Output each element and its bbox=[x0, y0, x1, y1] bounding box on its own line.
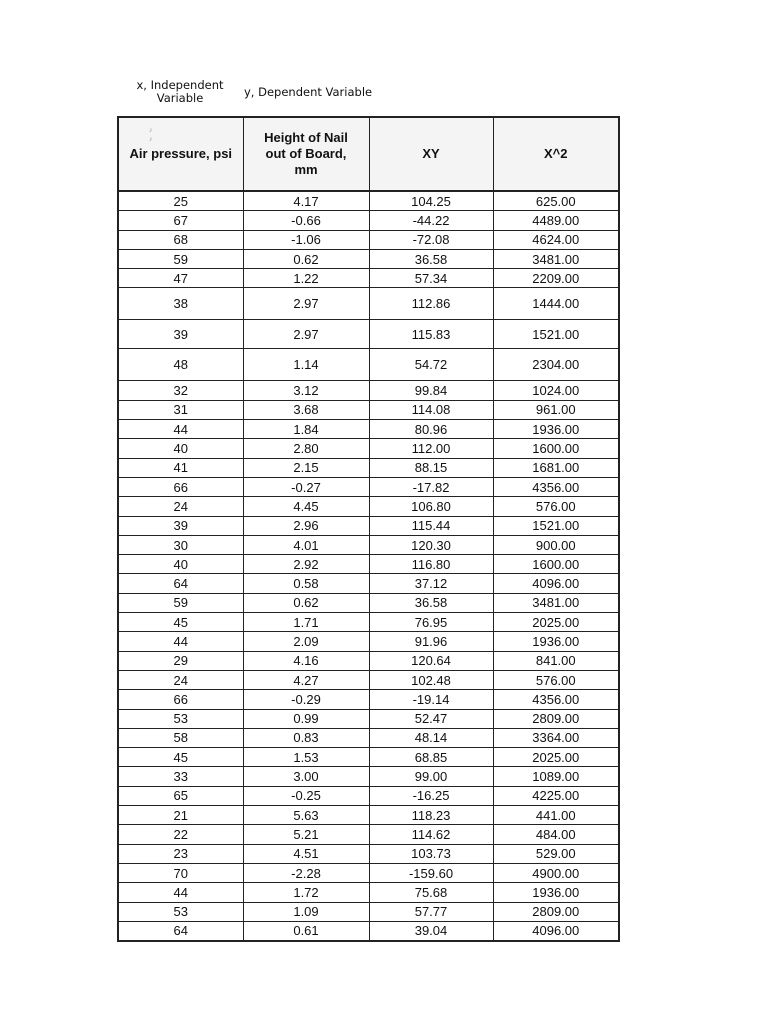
cell-height: 0.99 bbox=[243, 709, 369, 728]
cell-x-squared: 961.00 bbox=[493, 400, 619, 419]
cell-pressure: 38 bbox=[118, 288, 243, 320]
cell-xy: 118.23 bbox=[369, 806, 493, 825]
cell-xy: 120.30 bbox=[369, 535, 493, 554]
cell-x-squared: 3481.00 bbox=[493, 593, 619, 612]
cell-pressure: 24 bbox=[118, 670, 243, 689]
table-row bbox=[118, 320, 619, 349]
table-row bbox=[118, 555, 619, 574]
header-row bbox=[118, 117, 619, 191]
cell-x-squared: 2304.00 bbox=[493, 349, 619, 381]
cell-xy: 114.62 bbox=[369, 825, 493, 844]
cell-height: 1.22 bbox=[243, 269, 369, 288]
cell-pressure: 32 bbox=[118, 381, 243, 400]
cell-xy: 75.68 bbox=[369, 883, 493, 902]
cell-pressure: 21 bbox=[118, 806, 243, 825]
cell-height: 3.12 bbox=[243, 381, 369, 400]
cell-pressure: 67 bbox=[118, 211, 243, 230]
table-row bbox=[118, 593, 619, 612]
cell-pressure: 48 bbox=[118, 349, 243, 381]
cell-x-squared: 841.00 bbox=[493, 651, 619, 670]
cell-height: 1.84 bbox=[243, 420, 369, 439]
table-row bbox=[118, 632, 619, 651]
cell-height: 3.00 bbox=[243, 767, 369, 786]
cell-height: 1.71 bbox=[243, 613, 369, 632]
cell-height: 4.17 bbox=[243, 191, 369, 211]
cell-pressure: 33 bbox=[118, 767, 243, 786]
cell-pressure: 39 bbox=[118, 320, 243, 349]
table-body bbox=[118, 191, 619, 941]
cell-x-squared: 1024.00 bbox=[493, 381, 619, 400]
cell-xy: 37.12 bbox=[369, 574, 493, 593]
table-row bbox=[118, 420, 619, 439]
cell-x-squared: 3364.00 bbox=[493, 728, 619, 747]
cell-xy: 88.15 bbox=[369, 458, 493, 477]
cell-pressure: 25 bbox=[118, 191, 243, 211]
cell-pressure: 41 bbox=[118, 458, 243, 477]
cell-pressure: 64 bbox=[118, 574, 243, 593]
cell-xy: 76.95 bbox=[369, 613, 493, 632]
cell-xy: 91.96 bbox=[369, 632, 493, 651]
cell-pressure: 68 bbox=[118, 230, 243, 249]
cell-height: -0.66 bbox=[243, 211, 369, 230]
cell-xy: 48.14 bbox=[369, 728, 493, 747]
cell-height: 2.80 bbox=[243, 439, 369, 458]
cell-x-squared: 2209.00 bbox=[493, 269, 619, 288]
cell-xy: 103.73 bbox=[369, 844, 493, 863]
header-air-pressure: ♪ ♪ Air pressure, psi bbox=[118, 117, 243, 191]
cell-xy: 36.58 bbox=[369, 249, 493, 268]
cell-pressure: 40 bbox=[118, 439, 243, 458]
cell-xy: 102.48 bbox=[369, 670, 493, 689]
table-row bbox=[118, 844, 619, 863]
cell-x-squared: 1936.00 bbox=[493, 632, 619, 651]
cell-height: 1.09 bbox=[243, 902, 369, 921]
cell-x-squared: 1089.00 bbox=[493, 767, 619, 786]
cell-pressure: 40 bbox=[118, 555, 243, 574]
table-row bbox=[118, 477, 619, 496]
cell-x-squared: 576.00 bbox=[493, 670, 619, 689]
cell-pressure: 44 bbox=[118, 420, 243, 439]
cell-pressure: 53 bbox=[118, 709, 243, 728]
cell-pressure: 44 bbox=[118, 883, 243, 902]
cell-pressure: 30 bbox=[118, 535, 243, 554]
table-row bbox=[118, 728, 619, 747]
header-x-squared: X^2 bbox=[493, 117, 619, 191]
cell-xy: 57.34 bbox=[369, 269, 493, 288]
cell-height: 4.01 bbox=[243, 535, 369, 554]
cell-xy: -17.82 bbox=[369, 477, 493, 496]
cell-xy: 54.72 bbox=[369, 349, 493, 381]
cell-xy: 36.58 bbox=[369, 593, 493, 612]
cell-pressure: 39 bbox=[118, 516, 243, 535]
cell-x-squared: 1681.00 bbox=[493, 458, 619, 477]
cell-x-squared: 1444.00 bbox=[493, 288, 619, 320]
cell-x-squared: 1936.00 bbox=[493, 883, 619, 902]
cell-height: -2.28 bbox=[243, 863, 369, 882]
cell-pressure: 24 bbox=[118, 497, 243, 516]
cell-pressure: 47 bbox=[118, 269, 243, 288]
table-row bbox=[118, 439, 619, 458]
table-row bbox=[118, 516, 619, 535]
table-row bbox=[118, 921, 619, 941]
table-row bbox=[118, 191, 619, 211]
cell-xy: -72.08 bbox=[369, 230, 493, 249]
cell-pressure: 45 bbox=[118, 748, 243, 767]
cell-xy: 120.64 bbox=[369, 651, 493, 670]
table-row bbox=[118, 535, 619, 554]
cell-xy: 112.86 bbox=[369, 288, 493, 320]
tiny-mark-icon: ♪ ♪ bbox=[149, 127, 153, 143]
cell-x-squared: 2809.00 bbox=[493, 902, 619, 921]
cell-height: -0.25 bbox=[243, 786, 369, 805]
table-row bbox=[118, 825, 619, 844]
cell-pressure: 66 bbox=[118, 690, 243, 709]
cell-x-squared: 4489.00 bbox=[493, 211, 619, 230]
cell-xy: 114.08 bbox=[369, 400, 493, 419]
cell-x-squared: 4356.00 bbox=[493, 477, 619, 496]
table-row bbox=[118, 806, 619, 825]
table-row bbox=[118, 249, 619, 268]
cell-height: 2.96 bbox=[243, 516, 369, 535]
cell-height: -0.27 bbox=[243, 477, 369, 496]
data-table bbox=[117, 116, 620, 942]
cell-xy: 115.83 bbox=[369, 320, 493, 349]
cell-pressure: 58 bbox=[118, 728, 243, 747]
cell-pressure: 65 bbox=[118, 786, 243, 805]
cell-height: 0.61 bbox=[243, 921, 369, 941]
cell-xy: -16.25 bbox=[369, 786, 493, 805]
cell-pressure: 29 bbox=[118, 651, 243, 670]
cell-x-squared: 2025.00 bbox=[493, 613, 619, 632]
table-row bbox=[118, 883, 619, 902]
cell-height: 0.58 bbox=[243, 574, 369, 593]
cell-xy: 112.00 bbox=[369, 439, 493, 458]
cell-xy: -19.14 bbox=[369, 690, 493, 709]
cell-xy: -159.60 bbox=[369, 863, 493, 882]
cell-x-squared: 4096.00 bbox=[493, 574, 619, 593]
cell-height: 0.62 bbox=[243, 593, 369, 612]
table-row bbox=[118, 349, 619, 381]
table-row bbox=[118, 748, 619, 767]
cell-height: 5.63 bbox=[243, 806, 369, 825]
table-row bbox=[118, 767, 619, 786]
cell-x-squared: 529.00 bbox=[493, 844, 619, 863]
cell-x-squared: 4356.00 bbox=[493, 690, 619, 709]
cell-pressure: 23 bbox=[118, 844, 243, 863]
table-row bbox=[118, 211, 619, 230]
cell-xy: 115.44 bbox=[369, 516, 493, 535]
cell-pressure: 44 bbox=[118, 632, 243, 651]
cell-x-squared: 2025.00 bbox=[493, 748, 619, 767]
cell-x-squared: 1600.00 bbox=[493, 555, 619, 574]
cell-xy: 57.77 bbox=[369, 902, 493, 921]
table-row bbox=[118, 863, 619, 882]
cell-height: 5.21 bbox=[243, 825, 369, 844]
table-row bbox=[118, 690, 619, 709]
cell-x-squared: 1521.00 bbox=[493, 516, 619, 535]
cell-xy: 39.04 bbox=[369, 921, 493, 941]
cell-xy: 68.85 bbox=[369, 748, 493, 767]
cell-height: 0.83 bbox=[243, 728, 369, 747]
cell-height: 0.62 bbox=[243, 249, 369, 268]
cell-height: 2.09 bbox=[243, 632, 369, 651]
cell-x-squared: 3481.00 bbox=[493, 249, 619, 268]
cell-height: 4.51 bbox=[243, 844, 369, 863]
cell-height: 2.15 bbox=[243, 458, 369, 477]
header-xy: XY bbox=[369, 117, 493, 191]
cell-height: 3.68 bbox=[243, 400, 369, 419]
cell-height: 1.53 bbox=[243, 748, 369, 767]
cell-x-squared: 1521.00 bbox=[493, 320, 619, 349]
cell-xy: 80.96 bbox=[369, 420, 493, 439]
cell-xy: -44.22 bbox=[369, 211, 493, 230]
cell-pressure: 45 bbox=[118, 613, 243, 632]
table-row bbox=[118, 497, 619, 516]
cell-x-squared: 1936.00 bbox=[493, 420, 619, 439]
cell-x-squared: 900.00 bbox=[493, 535, 619, 554]
cell-pressure: 31 bbox=[118, 400, 243, 419]
cell-pressure: 59 bbox=[118, 593, 243, 612]
cell-x-squared: 4624.00 bbox=[493, 230, 619, 249]
cell-x-squared: 4900.00 bbox=[493, 863, 619, 882]
cell-pressure: 64 bbox=[118, 921, 243, 941]
table-row bbox=[118, 786, 619, 805]
cell-x-squared: 1600.00 bbox=[493, 439, 619, 458]
cell-height: 2.97 bbox=[243, 288, 369, 320]
table-row bbox=[118, 400, 619, 419]
cell-x-squared: 4225.00 bbox=[493, 786, 619, 805]
table-row bbox=[118, 381, 619, 400]
table-row bbox=[118, 458, 619, 477]
cell-xy: 116.80 bbox=[369, 555, 493, 574]
cell-height: -1.06 bbox=[243, 230, 369, 249]
table-row bbox=[118, 651, 619, 670]
cell-x-squared: 576.00 bbox=[493, 497, 619, 516]
table-row bbox=[118, 288, 619, 320]
cell-xy: 106.80 bbox=[369, 497, 493, 516]
cell-height: 4.45 bbox=[243, 497, 369, 516]
cell-x-squared: 625.00 bbox=[493, 191, 619, 211]
cell-xy: 99.84 bbox=[369, 381, 493, 400]
cell-height: 4.16 bbox=[243, 651, 369, 670]
cell-height: 1.14 bbox=[243, 349, 369, 381]
table-row bbox=[118, 269, 619, 288]
cell-x-squared: 4096.00 bbox=[493, 921, 619, 941]
cell-height: 1.72 bbox=[243, 883, 369, 902]
table-row bbox=[118, 574, 619, 593]
cell-pressure: 66 bbox=[118, 477, 243, 496]
cell-xy: 104.25 bbox=[369, 191, 493, 211]
table-row bbox=[118, 670, 619, 689]
y-variable-label: y, Dependent Variable bbox=[244, 85, 373, 99]
cell-pressure: 70 bbox=[118, 863, 243, 882]
cell-xy: 52.47 bbox=[369, 709, 493, 728]
cell-pressure: 22 bbox=[118, 825, 243, 844]
header-nail-height: Height of Nail out of Board, mm bbox=[243, 117, 369, 191]
cell-x-squared: 2809.00 bbox=[493, 709, 619, 728]
cell-pressure: 59 bbox=[118, 249, 243, 268]
table-row bbox=[118, 902, 619, 921]
cell-height: -0.29 bbox=[243, 690, 369, 709]
table-row bbox=[118, 613, 619, 632]
table-row bbox=[118, 230, 619, 249]
cell-xy: 99.00 bbox=[369, 767, 493, 786]
cell-x-squared: 484.00 bbox=[493, 825, 619, 844]
table-row bbox=[118, 709, 619, 728]
x-variable-label: x, Independent Variable bbox=[136, 78, 224, 105]
cell-height: 4.27 bbox=[243, 670, 369, 689]
cell-pressure: 53 bbox=[118, 902, 243, 921]
cell-height: 2.92 bbox=[243, 555, 369, 574]
cell-height: 2.97 bbox=[243, 320, 369, 349]
cell-x-squared: 441.00 bbox=[493, 806, 619, 825]
